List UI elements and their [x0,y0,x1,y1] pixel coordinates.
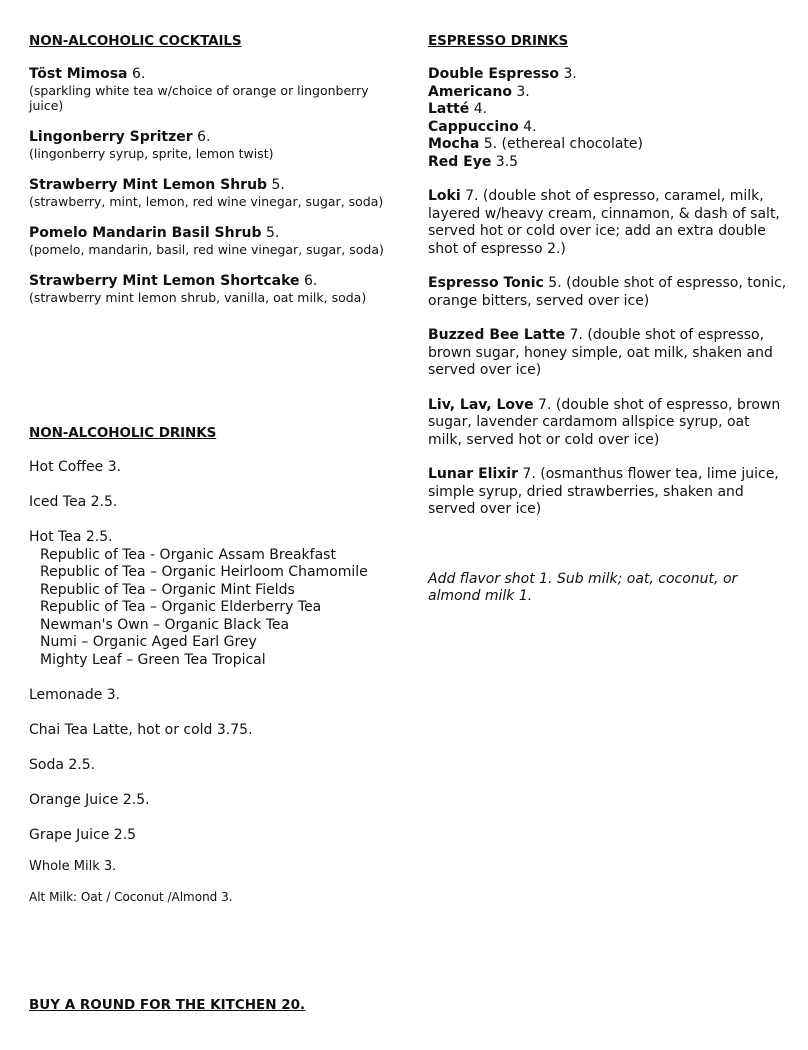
item-name: Lingonberry Spritzer [29,129,193,145]
item-price: 4. [518,118,537,135]
item-name: Strawberry Mint Lemon Shrub [29,177,268,193]
menu-item [29,225,389,257]
list-item: Republic of Tea – Organic Mint Fields [40,581,295,598]
hot-tea: Hot Tea 2.5. [29,529,113,545]
add-ons-note: Add flavor shot 1. Sub milk; oat, coconut, or almond milk 1. [428,570,738,604]
item-name: Double Espresso [428,66,559,82]
orange-juice: Orange Juice 2.5. [29,791,150,808]
list-item: Numi – Organic Aged Earl Grey [40,634,257,650]
menu-item [29,177,389,209]
kitchen-round-footer: BUY A ROUND FOR THE KITCHEN 20. [29,997,306,1013]
item-price: 5. (ethereal chocolate) [479,136,643,152]
lemonade: Lemonade 3. [29,686,121,703]
item-name: Loki [428,188,461,204]
drinks-heading: NON-ALCOHOLIC DRINKS [29,425,217,441]
right-column [428,32,788,606]
iced-tea: Iced Tea 2.5. [29,494,118,510]
menu-item [428,84,788,102]
item-price: 5. [271,177,285,193]
menu-item [428,154,788,172]
menu-item [29,129,389,161]
item-name: Pomelo Mandarin Basil Shrub [29,225,262,241]
menu-item [428,327,788,380]
grape-juice: Grape Juice 2.5 [29,826,137,843]
menu-item [428,136,788,154]
hot-coffee: Hot Coffee 3. [29,459,122,475]
list-item: Newman's Own – Organic Black Tea [40,616,290,633]
item-name: Espresso Tonic [428,275,544,291]
item-description: (lingonberry syrup, sprite, lemon twist) [29,146,274,161]
item-description: 7. (osmanthus flower tea, lime juice, simple syrup, dried strawberries, shaken and served over ice) [428,466,779,517]
cocktails-heading: NON-ALCOHOLIC COCKTAILS [29,33,242,49]
item-price: 6. [304,273,318,289]
menu-item [428,275,788,310]
item-name: Lunar Elixir [428,466,518,482]
menu-item [428,466,788,519]
list-item: Republic of Tea – Organic Heirloom Chamomile [40,564,368,580]
tea-list [29,547,389,670]
item-name: Latté [428,101,470,117]
soda: Soda 2.5. [29,756,96,773]
menu-item [428,101,788,119]
item-description: (pomelo, mandarin, basil, red wine vinegar, sugar, soda) [29,242,384,257]
espresso-basics [428,66,788,171]
item-name: Strawberry Mint Lemon Shortcake [29,273,300,289]
menu-item [428,188,788,258]
menu-item [29,66,389,113]
chai-tea-latte: Chai Tea Latte, hot or cold 3.75. [29,721,253,738]
menu-item [428,397,788,450]
alt-milk: Alt Milk: Oat / Coconut /Almond 3. [29,890,233,904]
item-name: Buzzed Bee Latte [428,327,566,343]
item-price: 3.5 [491,153,519,170]
item-description: (sparkling white tea w/choice of orange or lingonberry juice) [29,83,369,113]
item-name: Mocha [428,136,480,152]
item-price: 3. [559,66,577,82]
item-description: 5. (double shot of espresso, tonic, orange bitters, served over ice) [428,275,787,309]
item-price: 6. [197,129,211,145]
item-description: 7. (double shot of espresso, brown sugar, lavender cardamom allspice syrup, oat milk, served hot or cold over ice) [428,396,781,448]
list-item: Mighty Leaf – Green Tea Tropical [40,651,266,668]
whole-milk: Whole Milk 3. [29,859,117,874]
item-name: Töst Mimosa [29,66,128,82]
item-name: Cappuccino [428,118,519,135]
item-price: 4. [469,101,488,117]
espresso-heading: ESPRESSO DRINKS [428,33,569,49]
item-name: Red Eye [428,153,492,170]
item-price: 5. [265,225,280,241]
item-description: (strawberry, mint, lemon, red wine vinegar, sugar, soda) [29,194,384,209]
item-price: 6. [131,66,146,82]
menu-item [29,273,389,305]
item-price: 3. [511,83,530,100]
menu-item [428,66,788,84]
list-item: Republic of Tea - Organic Assam Breakfast [40,546,336,563]
item-description: 7. (double shot of espresso, brown sugar, honey simple, oat milk, shaken and served over ice) [428,327,773,378]
list-item: Republic of Tea – Organic Elderberry Tea [40,599,322,615]
item-name: Americano [428,83,512,100]
item-description: (strawberry mint lemon shrub, vanilla, oat milk, soda) [29,290,367,305]
left-column [29,32,389,905]
menu-item [428,119,788,137]
item-name: Liv, Lav, Love [428,396,534,413]
item-description: 7. (double shot of espresso, caramel, milk, layered w/heavy cream, cinnamon, & dash of salt, served hot or cold over ice; add an extra double shot of espresso 2.) [428,188,780,257]
